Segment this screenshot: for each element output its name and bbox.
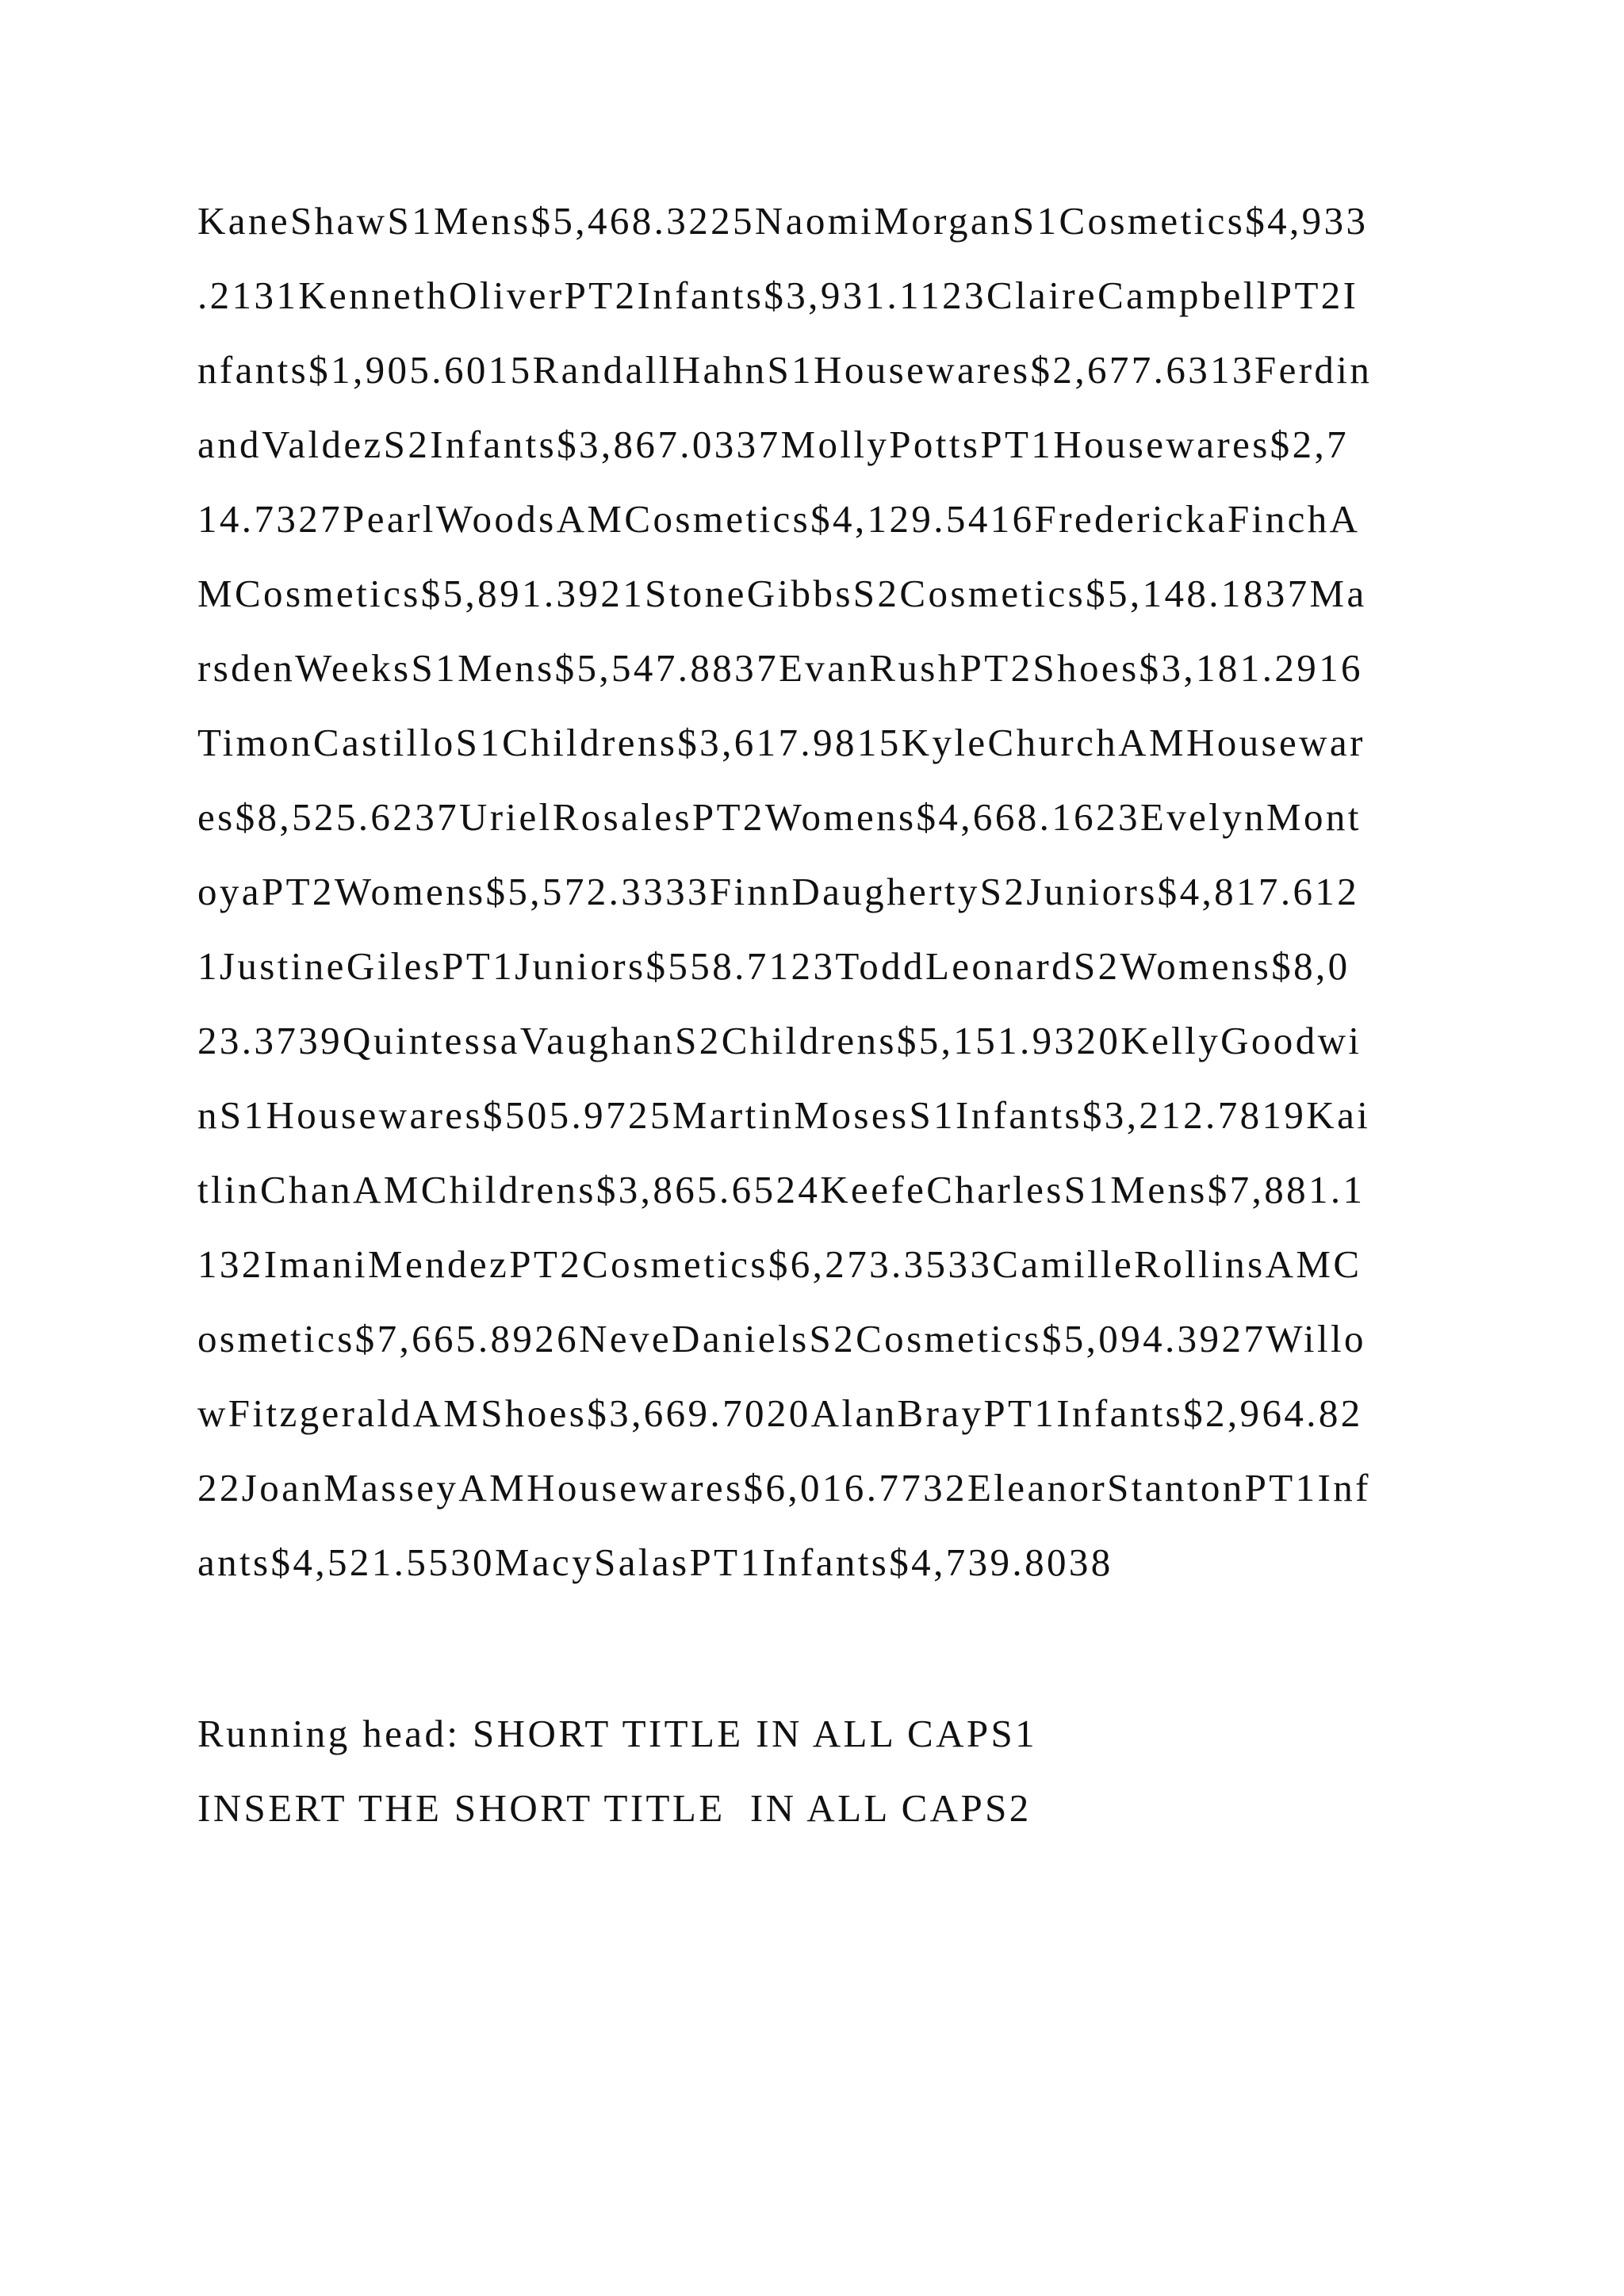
body-line: andValdezS2Infants$3,867.0337MollyPottsPT1Housewares$2,7 (197, 423, 1350, 466)
body-line: MCosmetics$5,891.3921StoneGibbsS2Cosmetics$5,148.1837Ma (197, 572, 1367, 615)
body-line: 14.7327PearlWoodsAMCosmetics$4,129.5416FrederickaFinchA (197, 497, 1361, 541)
body-line: ants$4,521.5530MacySalasPT1Infants$4,739.8038 (197, 1540, 1113, 1584)
body-line: 132ImaniMendezPT2Cosmetics$6,273.3533CamilleRollinsAMC (197, 1242, 1362, 1286)
body-line: rsdenWeeksS1Mens$5,547.8837EvanRushPT2Shoes$3,181.2916 (197, 646, 1363, 690)
body-line: .2131KennethOliverPT2Infants$3,931.1123ClaireCampbellPT2I (197, 274, 1359, 317)
running-head: Running head: SHORT TITLE IN ALL CAPS1 (197, 1712, 1038, 1755)
body-line: tlinChanAMChildrens$3,865.6524KeefeCharlesS1Mens$7,881.1 (197, 1168, 1365, 1211)
document-body (197, 184, 1434, 1600)
body-line: es$8,525.6237UrielRosalesPT2Womens$4,668.1623EvelynMont (197, 795, 1362, 839)
short-title-heading: INSERT THE SHORT TITLE IN ALL CAPS2 (197, 1786, 1032, 1830)
body-line: 23.3739QuintessaVaughanS2Childrens$5,151.9320KellyGoodwi (197, 1019, 1362, 1062)
body-line: oyaPT2Womens$5,572.3333FinnDaughertyS2Juniors$4,817.612 (197, 870, 1360, 913)
body-line: wFitzgeraldAMShoes$3,669.7020AlanBrayPT1Infants$2,964.82 (197, 1391, 1363, 1435)
body-line: osmetics$7,665.8926NeveDanielsS2Cosmetics$5,094.3927Willo (197, 1317, 1366, 1360)
body-line: nfants$1,905.6015RandallHahnS1Housewares$2,677.6313Ferdin (197, 348, 1373, 392)
body-line: KaneShawS1Mens$5,468.3225NaomiMorganS1Cosmetics$4,933 (197, 199, 1369, 243)
body-line: 1JustineGilesPT1Juniors$558.7123ToddLeonardS2Womens$8,0 (197, 944, 1350, 988)
body-line: TimonCastilloS1Childrens$3,617.9815KyleChurchAMHousewar (197, 721, 1365, 764)
body-line: 22JoanMasseyAMHousewares$6,016.7732EleanorStantonPT1Inf (197, 1466, 1371, 1510)
body-line: nS1Housewares$505.9725MartinMosesS1Infants$3,212.7819Kai (197, 1093, 1371, 1137)
title-header-block (197, 1697, 1434, 1846)
